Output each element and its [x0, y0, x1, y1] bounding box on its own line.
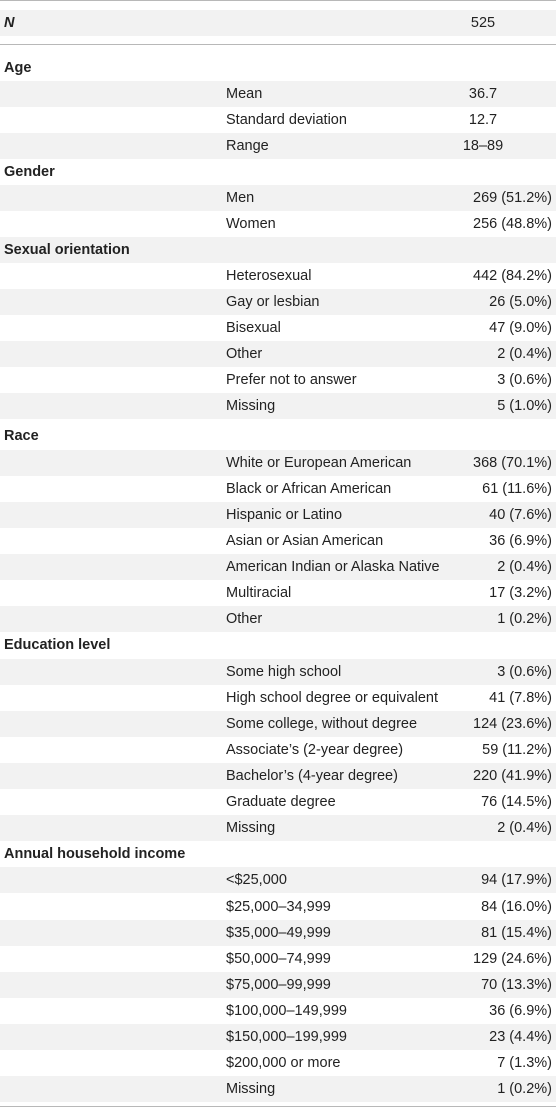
row-label: Other	[226, 611, 263, 627]
table-row	[0, 81, 556, 107]
table-row	[0, 263, 556, 289]
row-value: 7 (1.3%)	[497, 1055, 552, 1071]
table-row	[0, 450, 556, 476]
row-label: Women	[226, 216, 276, 232]
table-row	[0, 737, 556, 763]
row-label: Bachelor’s (4-year degree)	[226, 768, 398, 784]
row-label: Mean	[226, 86, 263, 102]
table-row	[0, 211, 556, 237]
row-label: $100,000–149,999	[226, 1003, 347, 1019]
row-value: 129 (24.6%)	[473, 951, 552, 967]
row-label: Prefer not to answer	[226, 372, 357, 388]
row-value: 5 (1.0%)	[497, 398, 552, 414]
row-value: 36 (6.9%)	[489, 533, 552, 549]
table-row	[0, 315, 556, 341]
row-label: High school degree or equivalent	[226, 690, 438, 706]
table-row	[0, 763, 556, 789]
row-value: 2 (0.4%)	[497, 820, 552, 836]
row-label: Associate’s (2-year degree)	[226, 742, 404, 758]
table-row	[0, 393, 556, 419]
table-row	[0, 867, 556, 893]
section-title: Annual household income	[4, 846, 186, 862]
row-value: 1 (0.2%)	[497, 1081, 552, 1097]
row-value: 1 (0.2%)	[497, 611, 552, 627]
section-heading-income	[0, 841, 556, 867]
row-label: Men	[226, 190, 255, 206]
row-label: Standard deviation	[226, 112, 347, 128]
section-heading-gender	[0, 159, 556, 185]
section-title: Race	[4, 428, 39, 444]
table-row	[0, 554, 556, 580]
row-value: 36.7	[468, 86, 498, 102]
table-row	[0, 580, 556, 606]
row-label: Multiracial	[226, 585, 292, 601]
table-row	[0, 920, 556, 946]
row-value: 2 (0.4%)	[497, 346, 552, 362]
table-row	[0, 815, 556, 841]
section-heading-sexual-orientation	[0, 237, 556, 263]
section-title: Gender	[4, 164, 55, 180]
row-value: 442 (84.2%)	[473, 268, 552, 284]
table-row	[0, 685, 556, 711]
row-value: 17 (3.2%)	[489, 585, 552, 601]
row-label: Some high school	[226, 664, 342, 680]
row-value: 70 (13.3%)	[481, 977, 552, 993]
header-rule	[0, 44, 556, 45]
table-row	[0, 341, 556, 367]
bottom-rule	[0, 1106, 556, 1107]
table-row	[0, 367, 556, 393]
table-row	[0, 1050, 556, 1076]
row-value: 84 (16.0%)	[481, 899, 552, 915]
row-value: 40 (7.6%)	[489, 507, 552, 523]
row-value: 36 (6.9%)	[489, 1003, 552, 1019]
row-label: Hispanic or Latino	[226, 507, 343, 523]
top-rule	[0, 0, 556, 1]
table-row	[0, 185, 556, 211]
section-title: Sexual orientation	[4, 242, 130, 258]
row-label: $35,000–49,999	[226, 925, 331, 941]
table-row	[0, 107, 556, 133]
table-row	[0, 998, 556, 1024]
row-label: Missing	[226, 1081, 276, 1097]
row-value: 124 (23.6%)	[473, 716, 552, 732]
row-value: 94 (17.9%)	[481, 872, 552, 888]
row-value: 41 (7.8%)	[489, 690, 552, 706]
table-row	[0, 1076, 556, 1102]
table-row	[0, 1024, 556, 1050]
row-label: Heterosexual	[226, 268, 312, 284]
row-label: Black or African American	[226, 481, 392, 497]
row-label: Asian or Asian American	[226, 533, 384, 549]
row-value: 368 (70.1%)	[473, 455, 552, 471]
row-label: Other	[226, 346, 263, 362]
row-value: 23 (4.4%)	[489, 1029, 552, 1045]
row-label: White or European American	[226, 455, 412, 471]
row-value: 269 (51.2%)	[473, 190, 552, 206]
section-heading-education	[0, 632, 556, 658]
row-value: 47 (9.0%)	[489, 320, 552, 336]
row-value: 18–89	[462, 138, 504, 154]
section-heading-race	[0, 423, 556, 449]
row-value: 220 (41.9%)	[473, 768, 552, 784]
row-label: <$25,000	[226, 872, 287, 888]
table-row	[0, 476, 556, 502]
row-value: 3 (0.6%)	[497, 372, 552, 388]
section-heading-age	[0, 55, 556, 81]
row-value: 2 (0.4%)	[497, 559, 552, 575]
row-label: Bisexual	[226, 320, 281, 336]
section-title: Education level	[4, 637, 111, 653]
section-title: Age	[4, 60, 32, 76]
row-label: $25,000–34,999	[226, 899, 331, 915]
row-label: Some college, without degree	[226, 716, 418, 732]
row-value: 256 (48.8%)	[473, 216, 552, 232]
row-label: $75,000–99,999	[226, 977, 331, 993]
table-row	[0, 606, 556, 632]
row-value: 61 (11.6%)	[482, 481, 552, 497]
header-row	[0, 10, 556, 36]
table-row	[0, 711, 556, 737]
n-label: N	[4, 15, 15, 31]
table-row	[0, 659, 556, 685]
row-label: Missing	[226, 820, 276, 836]
row-label: Missing	[226, 398, 276, 414]
row-value: 76 (14.5%)	[481, 794, 552, 810]
table-row	[0, 502, 556, 528]
row-value: 3 (0.6%)	[497, 664, 552, 680]
table-row	[0, 972, 556, 998]
row-label: Graduate degree	[226, 794, 336, 810]
n-value: 525	[470, 15, 496, 31]
table-row	[0, 133, 556, 159]
table-row	[0, 528, 556, 554]
table-row	[0, 946, 556, 972]
table-row	[0, 789, 556, 815]
row-label: Range	[226, 138, 269, 154]
row-label: $50,000–74,999	[226, 951, 331, 967]
row-label: $150,000–199,999	[226, 1029, 347, 1045]
row-label: Gay or lesbian	[226, 294, 320, 310]
table-row	[0, 289, 556, 315]
row-label: $200,000 or more	[226, 1055, 341, 1071]
row-value: 12.7	[468, 112, 498, 128]
row-label: American Indian or Alaska Native	[226, 559, 440, 575]
table-row	[0, 894, 556, 920]
row-value: 81 (15.4%)	[481, 925, 552, 941]
row-value: 26 (5.0%)	[489, 294, 552, 310]
row-value: 59 (11.2%)	[482, 742, 552, 758]
